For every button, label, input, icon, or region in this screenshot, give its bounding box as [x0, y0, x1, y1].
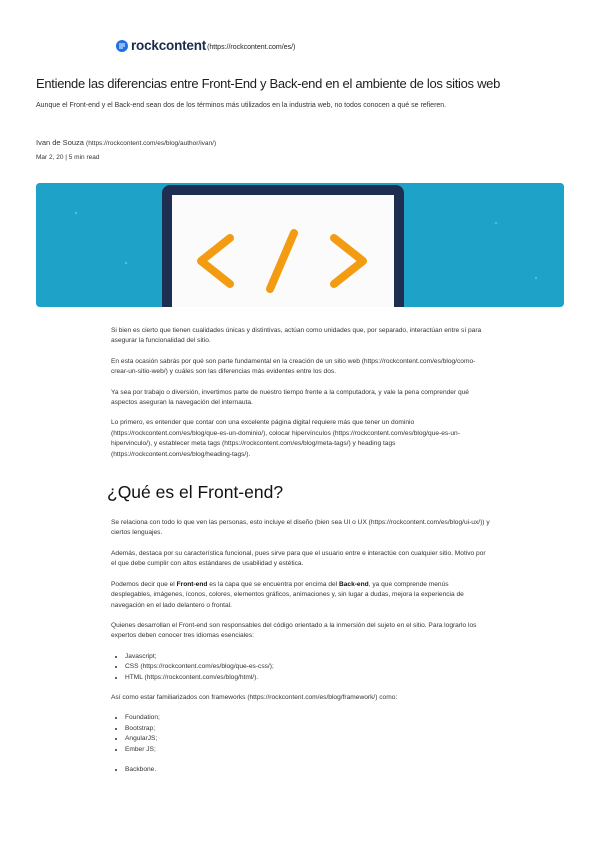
article-meta: Mar 2, 20 | 5 min read	[36, 154, 100, 161]
languages-list	[111, 652, 491, 683]
paragraph: Así como estar familiarizados con frameworks (https://rockcontent.com/es/blog/framework/) como:	[111, 693, 398, 701]
list-item: • Javascript;	[125, 652, 491, 662]
paragraph: Si bien es cierto que tienen cualidades únicas y distintivas, actúan como unidades que, por separado, interactúan entre sí para asegurar la funcionalidad del sitio.	[111, 327, 482, 345]
section-heading: ¿Qué es el Front-end?	[107, 482, 284, 503]
paragraph: En esta ocasión sabrás por qué son parte fundamental en la creación de un sitio web (https://rockcontent.com/es/blog/como-crear-un-sitio-web/) y cuáles son las diferencias más evidentes entre los dos.	[111, 357, 476, 376]
article-title: Entiende las diferencias entre Front-End y Back-end en el ambiente de los sitios web	[36, 76, 501, 91]
list-item[interactable]: • HTML (https://rockcontent.com/es/blog/html/).	[125, 673, 491, 683]
hero-image	[36, 183, 564, 307]
paragraph: Además, destaca por su característica funcional, pues sirve para que el usuario entre e interactúe con cualquier sitio. Motivo por el que debe cumplir con altos estándares de usabilidad y estética.	[111, 549, 486, 568]
list-item[interactable]: • CSS (https://rockcontent.com/es/blog/que-es-css/);	[125, 662, 491, 672]
list-item: • AngularJS;	[125, 734, 491, 744]
list-item: • Foundation;	[125, 713, 491, 723]
rockcontent-logo-icon	[116, 40, 128, 52]
list-item: • Bootstrap;	[125, 724, 491, 734]
paragraph: Podemos decir que el Front-end es la capa que se encuentra por encima del Back-end, ya que comprende menús desplegables, imágenes, íconos, colores, elementos gráficos, animaciones y, sin lugar a dudas, mejora la experiencia de navegación en el lado delantero o frontal.	[111, 580, 464, 609]
paragraph: Lo primero, es entender que contar con una excelente página digital requiere más que tener un dominio (https://rockcontent.com/es/blog/que-es-un-dominio/), colocar hipervínculos (https://rockcontent.com/es/blog/que-es-un-hipervinculo/), y establecer meta tags (https://rockcontent.com/es/blog/meta-tags/) y heading tags (https://rockcontent.com/es/blog/heading-tags/).	[111, 419, 460, 458]
article-subtitle: Aunque el Front-end y el Back-end sean dos de los términos más utilizados en la industria web, no todos conocen a qué se refieren.	[36, 102, 447, 109]
site-header	[116, 38, 295, 53]
list-item: • Ember JS;	[125, 745, 491, 755]
paragraph: Se relaciona con todo lo que ven las personas, esto incluye el diseño (bien sea UI o UX (https://rockcontent.com/es/blog/ui-ux/)) y ciertos lenguajes.	[111, 519, 490, 537]
author-line	[36, 138, 216, 147]
brand-url-link[interactable]: (https://rockcontent.com/es/)	[207, 43, 296, 51]
bold-term: Front-end	[176, 580, 208, 588]
author-url-link[interactable]: (https://rockcontent.com/es/blog/author/ivan/)	[86, 140, 217, 147]
article-body	[107, 326, 491, 785]
author-name[interactable]: Ivan de Souza	[36, 138, 84, 147]
code-laptop-illustration	[36, 183, 564, 307]
frameworks-list-continued	[111, 765, 491, 775]
paragraph: Quienes desarrollan el Front-end son responsables del código orientado a la inmersión del sujeto en el sitio. Para lograrlo los expertos deben conocer tres idiomas esenciales:	[111, 621, 477, 640]
frameworks-list	[111, 713, 491, 755]
brand-logo-text[interactable]: rockcontent	[131, 38, 207, 53]
paragraph: Ya sea por trabajo o diversión, invertimos parte de nuestro tiempo frente a la computadora, y vale la pena comprender qué aspectos aseguran la navegación del internauta.	[111, 388, 469, 407]
bold-term: Back-end	[338, 580, 369, 588]
list-item: • Backbone.	[125, 765, 491, 775]
